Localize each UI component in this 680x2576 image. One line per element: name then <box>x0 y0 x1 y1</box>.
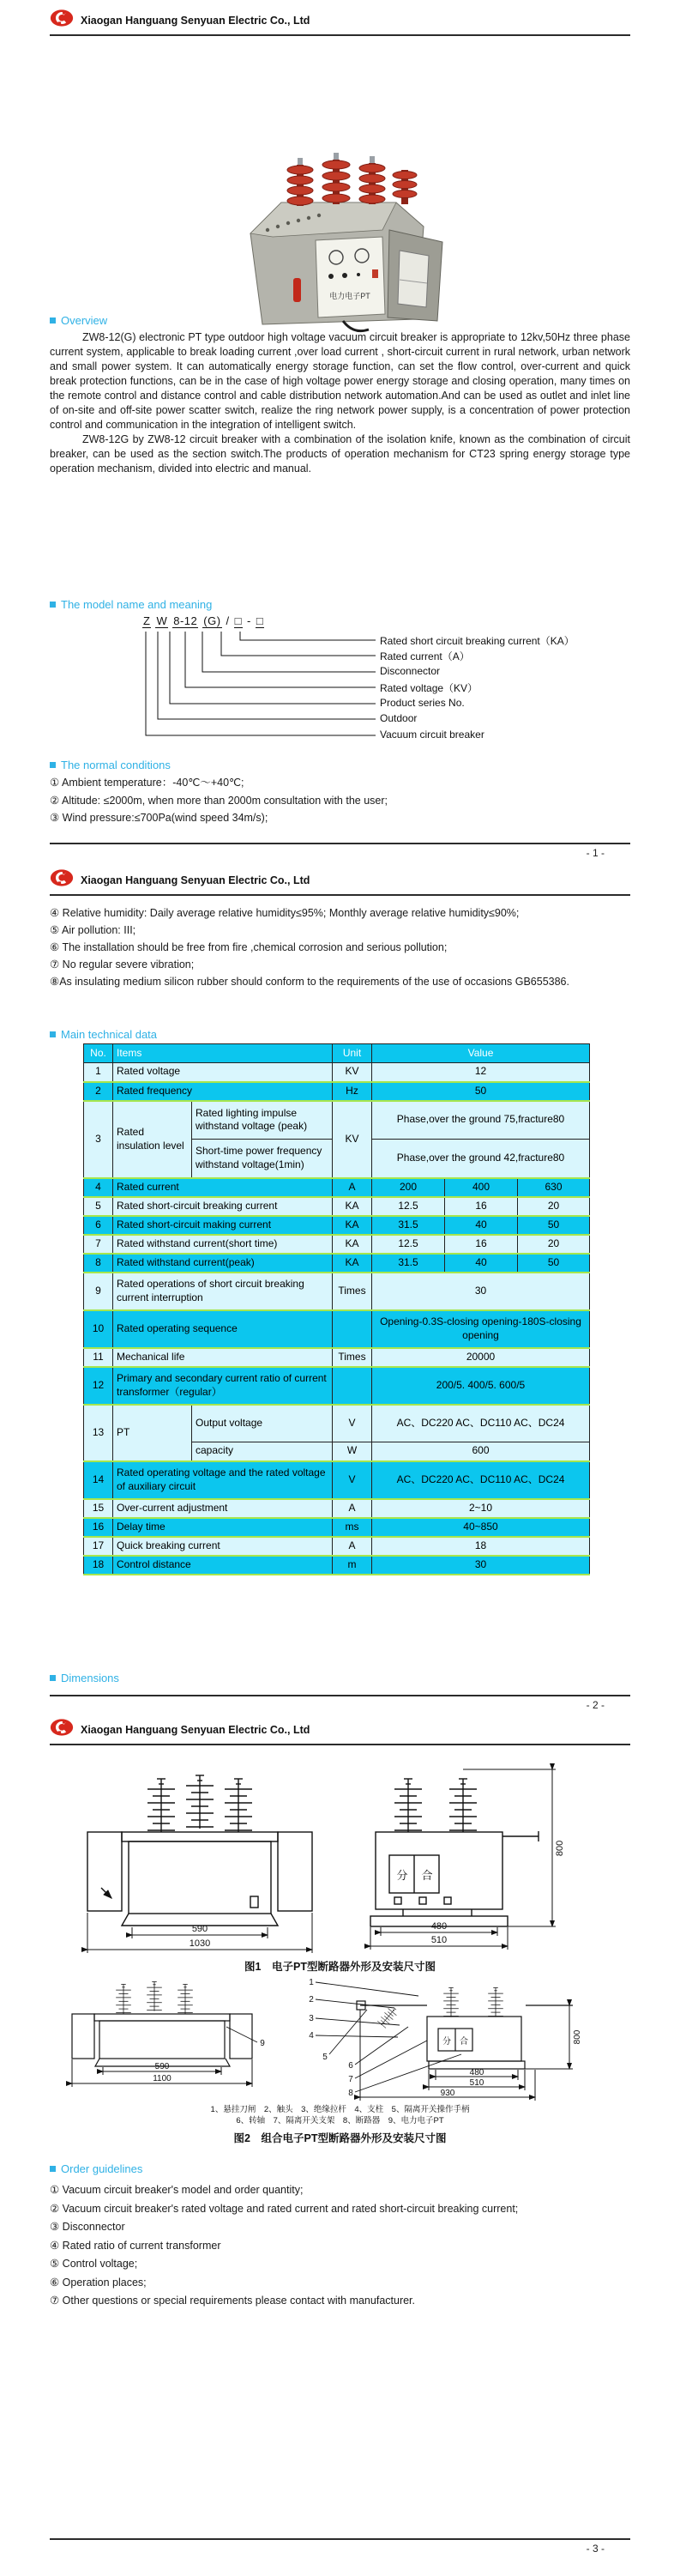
table-cell: AC、DC220 AC、DC110 AC、DC24 <box>372 1405 590 1442</box>
figure2-legend-line1: 1、悬挂刀闸 2、触头 3、绝缘拉杆 4、支柱 5、隔离开关操作手柄 <box>210 2105 470 2114</box>
table-cell: KA <box>333 1216 372 1235</box>
normal-conditions-title: The normal conditions <box>61 759 171 771</box>
table-cell: A <box>333 1537 372 1556</box>
table-cell: 8 <box>84 1254 113 1273</box>
table-row <box>84 1348 590 1367</box>
fig2-callout: 9 <box>260 2039 265 2048</box>
page1-footer <box>50 843 630 859</box>
order-item: ② Vacuum circuit breaker's rated voltage and rated current and rated short-circuit breaking current; <box>50 2202 519 2215</box>
table-cell: 20 <box>518 1197 590 1216</box>
model-code-part: □ <box>256 614 264 627</box>
figure2-caption: 图2 组合电子PT型断路器外形及安装尺寸图 <box>233 2132 447 2144</box>
table-cell: 14 <box>84 1461 113 1499</box>
table-cell: 15 <box>84 1499 113 1518</box>
fig2-callout: 4 <box>309 2031 314 2041</box>
fig1-dim-800: 800 <box>555 1840 565 1857</box>
table-cell: 200/5. 400/5. 600/5 <box>372 1367 590 1405</box>
order-guidelines-title: Order guidelines <box>61 2162 143 2175</box>
company-logo-icon <box>50 1718 74 1741</box>
table-cell: Over-current adjustment <box>113 1499 333 1518</box>
order-item: ① Vacuum circuit breaker's model and order quantity; <box>50 2184 304 2196</box>
page-number: - 3 - <box>586 2543 605 2555</box>
fig1-panel-open: 分 <box>396 1869 408 1882</box>
model-code <box>142 614 268 627</box>
model-label: Rated short circuit breaking current（KA） <box>380 635 575 647</box>
table-cell: Opening-0.3S-closing opening-180S-closing opening <box>372 1310 590 1348</box>
table-cell: A <box>333 1499 372 1518</box>
table-cell: 50 <box>518 1216 590 1235</box>
table-cell: 1 <box>84 1063 113 1082</box>
fig2-callout: 6 <box>348 2061 353 2071</box>
table-cell <box>333 1367 372 1405</box>
table-cell: 16 <box>84 1518 113 1537</box>
order-item: ⑤ Control voltage; <box>50 2258 138 2270</box>
fig2-panel-open: 分 <box>442 2037 451 2047</box>
product-photo <box>214 151 463 346</box>
technical-data-table <box>83 1043 590 1575</box>
table-cell: AC、DC220 AC、DC110 AC、DC24 <box>372 1461 590 1499</box>
condition-item: ③ Wind pressure:≤700Pa(wind speed 34m/s); <box>50 812 268 824</box>
section-title-order-guidelines <box>50 2162 142 2175</box>
table-cell: Phase,over the ground 75,fracture80 <box>372 1101 590 1140</box>
fig2-panel-close: 合 <box>460 2037 468 2047</box>
table-cell: 5 <box>84 1197 113 1216</box>
table-cell: 50 <box>372 1082 590 1101</box>
bullet-square-icon <box>50 1675 56 1681</box>
table-cell: Unit <box>333 1044 372 1063</box>
fig1-dim-510: 510 <box>430 1935 448 1945</box>
fig2-callout: 5 <box>322 2053 328 2062</box>
page-number: - 1 - <box>586 847 605 859</box>
table-row <box>84 1254 590 1273</box>
table-row <box>84 1063 590 1082</box>
condition-item: ④ Relative humidity: Daily average relative humidity≤95%; Monthly average relative humidity≤90%; <box>50 907 520 919</box>
company-logo-icon <box>50 9 74 32</box>
table-cell: Items <box>113 1044 333 1063</box>
table-cell: Quick breaking current <box>113 1537 333 1556</box>
condition-item: ② Altitude: ≤2000m, when more than 2000m consultation with the user; <box>50 794 388 807</box>
figure1-drawing <box>75 1759 607 1961</box>
bullet-square-icon <box>50 1031 56 1037</box>
table-cell <box>333 1310 372 1348</box>
table-row <box>84 1537 590 1556</box>
table-row <box>84 1273 590 1310</box>
table-cell: 40 <box>445 1254 518 1273</box>
dimensions-title: Dimensions <box>61 1672 119 1684</box>
fig1-panel-close: 合 <box>421 1869 433 1882</box>
table-cell: Value <box>372 1044 590 1063</box>
page-number: - 2 - <box>586 1699 605 1711</box>
table-cell: 11 <box>84 1348 113 1367</box>
condition-item: ⑤ Air pollution: III; <box>50 924 136 936</box>
table-cell: 9 <box>84 1273 113 1310</box>
table-row <box>84 1178 590 1197</box>
order-guidelines-list <box>50 2181 630 2311</box>
table-cell: 12.5 <box>372 1197 445 1216</box>
table-cell: Rated withstand current(peak) <box>113 1254 333 1273</box>
normal-conditions-list-page1 <box>50 774 630 827</box>
table-cell: Hz <box>333 1082 372 1101</box>
page3-footer <box>50 2538 630 2555</box>
table-cell: Primary and secondary current ratio of current transformer（regular） <box>113 1367 333 1405</box>
table-row <box>84 1461 590 1499</box>
order-item: ③ Disconnector <box>50 2221 125 2233</box>
table-cell: Times <box>333 1348 372 1367</box>
model-label: Rated current（A） <box>380 650 470 662</box>
overview-paragraphs <box>50 330 630 476</box>
section-title-overview <box>50 314 107 327</box>
table-cell: 20000 <box>372 1348 590 1367</box>
table-cell: 30 <box>372 1556 590 1575</box>
model-code-part: Z <box>143 614 151 627</box>
model-title: The model name and meaning <box>61 598 213 611</box>
table-cell: Rated insulation level <box>113 1101 192 1178</box>
table-cell: KA <box>333 1254 372 1273</box>
model-label: Disconnector <box>380 665 441 677</box>
table-cell: 18 <box>372 1537 590 1556</box>
table-cell: 12 <box>84 1367 113 1405</box>
fig1-dim-1030: 1030 <box>189 1938 211 1949</box>
page3-header <box>50 1718 630 1745</box>
table-row <box>84 1518 590 1537</box>
bullet-square-icon <box>50 317 56 324</box>
section-title-normal-conditions <box>50 759 171 771</box>
order-item: ④ Rated ratio of current transformer <box>50 2239 221 2252</box>
table-cell: 40 <box>445 1216 518 1235</box>
bullet-square-icon <box>50 2166 56 2172</box>
model-label: Outdoor <box>380 712 418 724</box>
overview-title: Overview <box>61 314 108 327</box>
order-item: ⑥ Operation places; <box>50 2276 147 2289</box>
bullet-square-icon <box>50 762 56 768</box>
table-cell: Phase,over the ground 42,fracture80 <box>372 1140 590 1178</box>
cable <box>343 321 369 331</box>
table-cell: V <box>333 1405 372 1442</box>
fig2-callout: 3 <box>309 2014 314 2023</box>
model-code-part: / <box>226 614 230 627</box>
model-code-part: - <box>247 614 251 627</box>
fig2-callout: 7 <box>348 2075 353 2084</box>
table-cell: 200 <box>372 1178 445 1197</box>
condition-item: ① Ambient temperature：-40℃～+40℃; <box>50 777 244 789</box>
table-cell: 12 <box>372 1063 590 1082</box>
table-cell: Rated operations of short circuit breaking current interruption <box>113 1273 333 1310</box>
table-cell: Rated operating voltage and the rated voltage of auxiliary circuit <box>113 1461 333 1499</box>
order-item: ⑦ Other questions or special requirements please contact with manufacturer. <box>50 2295 416 2307</box>
table-cell: 12.5 <box>372 1235 445 1254</box>
overview-paragraph-2: ZW8-12G by ZW8-12 circuit breaker with a combination of the isolation knife, known as the combination of circuit breaker, can be used as the section switch.The products of operation mechanism for CT23 spring energy storage type operation mechanism, divided into electric and manual. <box>50 433 630 475</box>
fig2-dim-800: 800 <box>573 2029 582 2045</box>
table-row <box>84 1556 590 1575</box>
figure2-legend <box>50 2104 630 2126</box>
table-cell: 7 <box>84 1235 113 1254</box>
page2-footer <box>50 1695 630 1711</box>
table-cell: V <box>333 1461 372 1499</box>
table-row <box>84 1310 590 1348</box>
table-cell: KA <box>333 1235 372 1254</box>
condition-item: ⑦ No regular severe vibration; <box>50 958 195 971</box>
model-code-part: 8-12 <box>173 614 198 627</box>
table-cell: Rated frequency <box>113 1082 333 1101</box>
table-cell: 40~850 <box>372 1518 590 1537</box>
company-name: Xiaogan Hanguang Senyuan Electric Co., Ltd <box>81 874 310 886</box>
fig2-dim-510: 510 <box>469 2078 484 2088</box>
table-cell: 630 <box>518 1178 590 1197</box>
table-cell: No. <box>84 1044 113 1063</box>
table-cell: Rated operating sequence <box>113 1310 333 1348</box>
table-cell: 16 <box>445 1197 518 1216</box>
table-cell: 2~10 <box>372 1499 590 1518</box>
table-cell: Rated short-circuit making current <box>113 1216 333 1235</box>
model-name-diagram <box>50 614 630 743</box>
table-row <box>84 1216 590 1235</box>
figure1-caption: 图1 电子PT型断路器外形及安装尺寸图 <box>244 1961 436 1973</box>
table-cell: capacity <box>192 1442 333 1461</box>
table-cell: Rated lighting impulse withstand voltage (peak) <box>192 1101 333 1140</box>
technical-data-title: Main technical data <box>61 1028 158 1041</box>
table-row <box>84 1367 590 1405</box>
table-cell: Rated voltage <box>113 1063 333 1082</box>
table-cell: m <box>333 1556 372 1575</box>
model-code-part: □ <box>234 614 243 627</box>
model-code-part: (G) <box>203 614 221 627</box>
table-row <box>84 1197 590 1216</box>
table-row <box>84 1405 590 1442</box>
table-cell: 400 <box>445 1178 518 1197</box>
table-cell: 13 <box>84 1405 113 1461</box>
overview-paragraph-1: ZW8-12(G) electronic PT type outdoor high voltage vacuum circuit breaker is appropriate to 12kv,50Hz three phase current system, applicable to break loading current ,over load current , short-circuit current in rural network, urban network and small power system. It can automatically energy storage function, can set the flow control, over-current and quick break protection functions, can be in the case of high voltage power energy storage and closing operation, many times on the remote control and distance control and cable distribution network automation.And can be used as outlet and inlet line of on-site and off-site power scatter switch, realize the ring network power supply, is a concentration of power protection control and communication in the integration of intelligent switch. <box>50 331 630 431</box>
table-cell: KA <box>333 1197 372 1216</box>
table-header-row <box>84 1044 590 1063</box>
table-cell: 3 <box>84 1101 113 1178</box>
table-cell: 30 <box>372 1273 590 1310</box>
trip-handle <box>293 278 301 302</box>
table-cell: ms <box>333 1518 372 1537</box>
table-cell: 2 <box>84 1082 113 1101</box>
model-label: Rated voltage（KV） <box>380 682 478 694</box>
section-title-model <box>50 598 212 611</box>
table-cell: W <box>333 1442 372 1461</box>
table-row <box>84 1235 590 1254</box>
table-cell: A <box>333 1178 372 1197</box>
table-cell: 18 <box>84 1556 113 1575</box>
table-cell: 50 <box>518 1254 590 1273</box>
fig2-dim-1100: 1100 <box>153 2074 172 2083</box>
table-cell: 17 <box>84 1537 113 1556</box>
table-cell: 600 <box>372 1442 590 1461</box>
table-row <box>84 1101 590 1140</box>
fig2-dim-480: 480 <box>469 2068 484 2077</box>
figure2-legend-line2: 6、转轴 7、隔离开关支架 8、断路器 9、电力电子PT <box>236 2116 444 2126</box>
condition-item: ⑧As insulating medium silicon rubber should conform to the requirements of the use of occasions GB655386. <box>50 976 569 988</box>
table-cell: KV <box>333 1063 372 1082</box>
bullet-square-icon <box>50 602 56 608</box>
table-cell: Control distance <box>113 1556 333 1575</box>
table-cell: KV <box>333 1101 372 1178</box>
page1-header <box>50 9 630 36</box>
control-panel <box>316 237 385 317</box>
table-row <box>84 1082 590 1101</box>
fig1-dim-480: 480 <box>430 1921 448 1932</box>
table-cell: 31.5 <box>372 1254 445 1273</box>
company-name: Xiaogan Hanguang Senyuan Electric Co., Ltd <box>81 14 310 27</box>
figure2-drawing <box>58 1975 624 2107</box>
section-title-technical-data <box>50 1028 157 1041</box>
table-cell: 6 <box>84 1216 113 1235</box>
table-cell: 4 <box>84 1178 113 1197</box>
table-cell: Times <box>333 1273 372 1310</box>
product-panel-label: 电力电子PT <box>329 292 370 300</box>
table-row <box>84 1499 590 1518</box>
table-cell: Rated current <box>113 1178 333 1197</box>
fig2-callout: 1 <box>309 1978 314 1987</box>
company-name: Xiaogan Hanguang Senyuan Electric Co., Ltd <box>81 1723 310 1736</box>
insulator-stacks <box>287 153 417 206</box>
page2-header <box>50 868 630 896</box>
table-cell: 20 <box>518 1235 590 1254</box>
company-logo-icon <box>50 868 74 892</box>
fig2-callout: 2 <box>309 1995 314 2005</box>
table-cell: 16 <box>445 1235 518 1254</box>
fig2-callout: 8 <box>348 2089 353 2098</box>
fig2-dim-930: 930 <box>440 2089 455 2098</box>
model-label: Product series No. <box>380 697 465 709</box>
open-door <box>388 230 442 321</box>
table-cell: 10 <box>84 1310 113 1348</box>
fig1-dim-590: 590 <box>191 1924 208 1934</box>
normal-conditions-list-page2 <box>50 904 630 990</box>
table-cell: Delay time <box>113 1518 333 1537</box>
condition-item: ⑥ The installation should be free from fire ,chemical corrosion and serious pollution; <box>50 941 448 953</box>
model-label: Vacuum circuit breaker <box>380 729 484 741</box>
table-cell: Short-time power frequency withstand voltage(1min) <box>192 1140 333 1178</box>
table-cell: Rated withstand current(short time) <box>113 1235 333 1254</box>
table-cell: 31.5 <box>372 1216 445 1235</box>
table-cell: Mechanical life <box>113 1348 333 1367</box>
table-cell: Output voltage <box>192 1405 333 1442</box>
model-code-part: W <box>156 614 168 627</box>
table-cell: Rated short-circuit breaking current <box>113 1197 333 1216</box>
section-title-dimensions <box>50 1672 119 1684</box>
table-cell: PT <box>113 1405 192 1461</box>
fig2-dim-590: 590 <box>154 2062 170 2071</box>
